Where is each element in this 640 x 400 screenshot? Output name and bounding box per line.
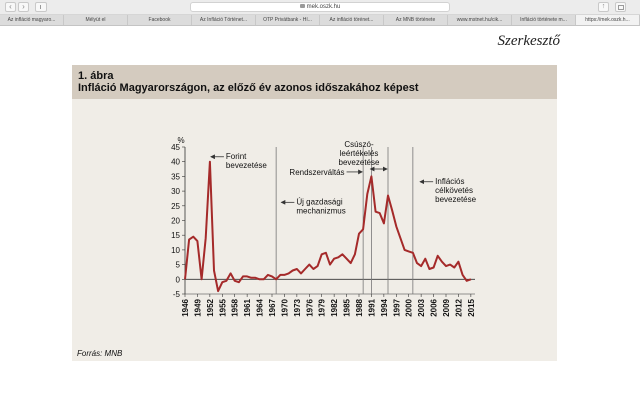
tab[interactable]: Az infláció törénet... bbox=[320, 15, 384, 25]
annotation-label: Inflációs bbox=[435, 176, 465, 186]
tab-overview-icon[interactable] bbox=[615, 2, 626, 12]
forward-arrow-icon: › bbox=[22, 2, 25, 11]
lock-icon bbox=[300, 4, 305, 8]
x-tick-label: 2003 bbox=[417, 299, 427, 317]
x-tick-label: 1973 bbox=[292, 299, 302, 317]
x-tick-label: 2012 bbox=[454, 299, 464, 317]
x-tick-label: 1982 bbox=[330, 299, 340, 317]
figure-title: Infláció Magyarországon, az előző év azonos időszakához képest bbox=[78, 82, 419, 94]
annotation-label: leértékelés bbox=[339, 149, 379, 158]
back-arrow-icon: ‹ bbox=[9, 2, 12, 11]
x-tick-label: 1955 bbox=[218, 299, 228, 317]
x-tick-label: 1952 bbox=[205, 299, 215, 317]
x-tick-label: 2009 bbox=[442, 299, 451, 317]
tab[interactable]: OTP Privátbank - Hí... bbox=[256, 15, 320, 25]
tab[interactable]: Az MNB története bbox=[384, 15, 448, 25]
y-tick-label: 30 bbox=[171, 187, 180, 197]
x-tick-label: 1946 bbox=[181, 299, 190, 317]
sidebar-toggle-icon[interactable] bbox=[35, 2, 47, 12]
x-tick-label: 1991 bbox=[367, 299, 377, 317]
y-tick-label: 10 bbox=[171, 245, 180, 255]
x-tick-label: 1967 bbox=[268, 299, 277, 317]
tab[interactable]: www.mstnet.hu/cik... bbox=[448, 15, 512, 25]
annotation-label: bevezetése bbox=[225, 160, 267, 170]
annotation-label: Rendszerváltás bbox=[289, 167, 345, 177]
figure-number: 1. ábra bbox=[78, 70, 114, 82]
y-tick-label: 35 bbox=[171, 172, 180, 182]
tab[interactable]: Mélyüt el bbox=[64, 15, 128, 25]
back-button[interactable] bbox=[5, 2, 16, 12]
forward-button[interactable] bbox=[18, 2, 29, 12]
y-tick-label: 15 bbox=[171, 231, 180, 241]
y-tick-label: 45 bbox=[171, 143, 180, 152]
tab[interactable]: Facebook bbox=[128, 15, 192, 25]
annotation-label: mechanizmus bbox=[296, 206, 346, 216]
inflation-line-chart bbox=[72, 65, 557, 361]
annotation-label: célkövetés bbox=[435, 185, 473, 195]
x-tick-label: 1976 bbox=[305, 299, 315, 317]
tab[interactable]: Infláció története m... bbox=[512, 15, 576, 25]
x-tick-label: 1970 bbox=[280, 299, 290, 317]
share-icon[interactable]: ↑ bbox=[598, 2, 609, 12]
y-tick-label: 0 bbox=[175, 275, 180, 285]
figure-source: Forrás: MNB bbox=[77, 349, 123, 358]
x-tick-label: 1958 bbox=[230, 299, 240, 317]
y-tick-label: 20 bbox=[171, 216, 180, 226]
author-label: Szerkesztő bbox=[497, 33, 560, 49]
x-tick-label: 2006 bbox=[429, 299, 439, 317]
y-tick-label: 5 bbox=[175, 260, 180, 270]
browser-toolbar bbox=[0, 0, 640, 15]
x-tick-label: 1988 bbox=[355, 299, 364, 317]
figure-panel bbox=[72, 65, 557, 361]
x-tick-label: 2015 bbox=[466, 299, 476, 317]
page-content bbox=[0, 27, 640, 400]
inflation-series-line bbox=[185, 162, 471, 291]
y-axis-label: % bbox=[177, 136, 185, 145]
annotation-label: bevezetése bbox=[338, 158, 380, 167]
tab[interactable]: Az infláció magyaro... bbox=[0, 15, 64, 25]
annotation-label: Új gazdasági bbox=[296, 197, 343, 207]
tab-bar bbox=[0, 15, 640, 26]
x-tick-label: 1961 bbox=[243, 299, 253, 317]
x-tick-label: 1997 bbox=[392, 299, 402, 317]
annotation-label: Forint bbox=[225, 151, 247, 161]
x-tick-label: 1949 bbox=[193, 299, 203, 317]
x-tick-label: 1985 bbox=[342, 299, 352, 317]
y-tick-label: -5 bbox=[172, 290, 180, 299]
annotation-label: bevezetése bbox=[435, 194, 477, 204]
x-tick-label: 1994 bbox=[379, 299, 389, 317]
x-tick-label: 1964 bbox=[255, 299, 265, 317]
tab-active[interactable]: https://mek.oszk.h... bbox=[576, 15, 640, 25]
address-bar[interactable] bbox=[190, 2, 450, 12]
address-bar-url: mek.oszk.hu bbox=[306, 4, 341, 10]
x-tick-label: 1979 bbox=[317, 299, 327, 317]
y-tick-label: 40 bbox=[171, 157, 180, 167]
annotation-label: Csúszó- bbox=[344, 140, 374, 149]
y-tick-label: 25 bbox=[171, 201, 180, 211]
x-tick-label: 2000 bbox=[404, 299, 414, 317]
tab[interactable]: Az Infláció Történet... bbox=[192, 15, 256, 25]
